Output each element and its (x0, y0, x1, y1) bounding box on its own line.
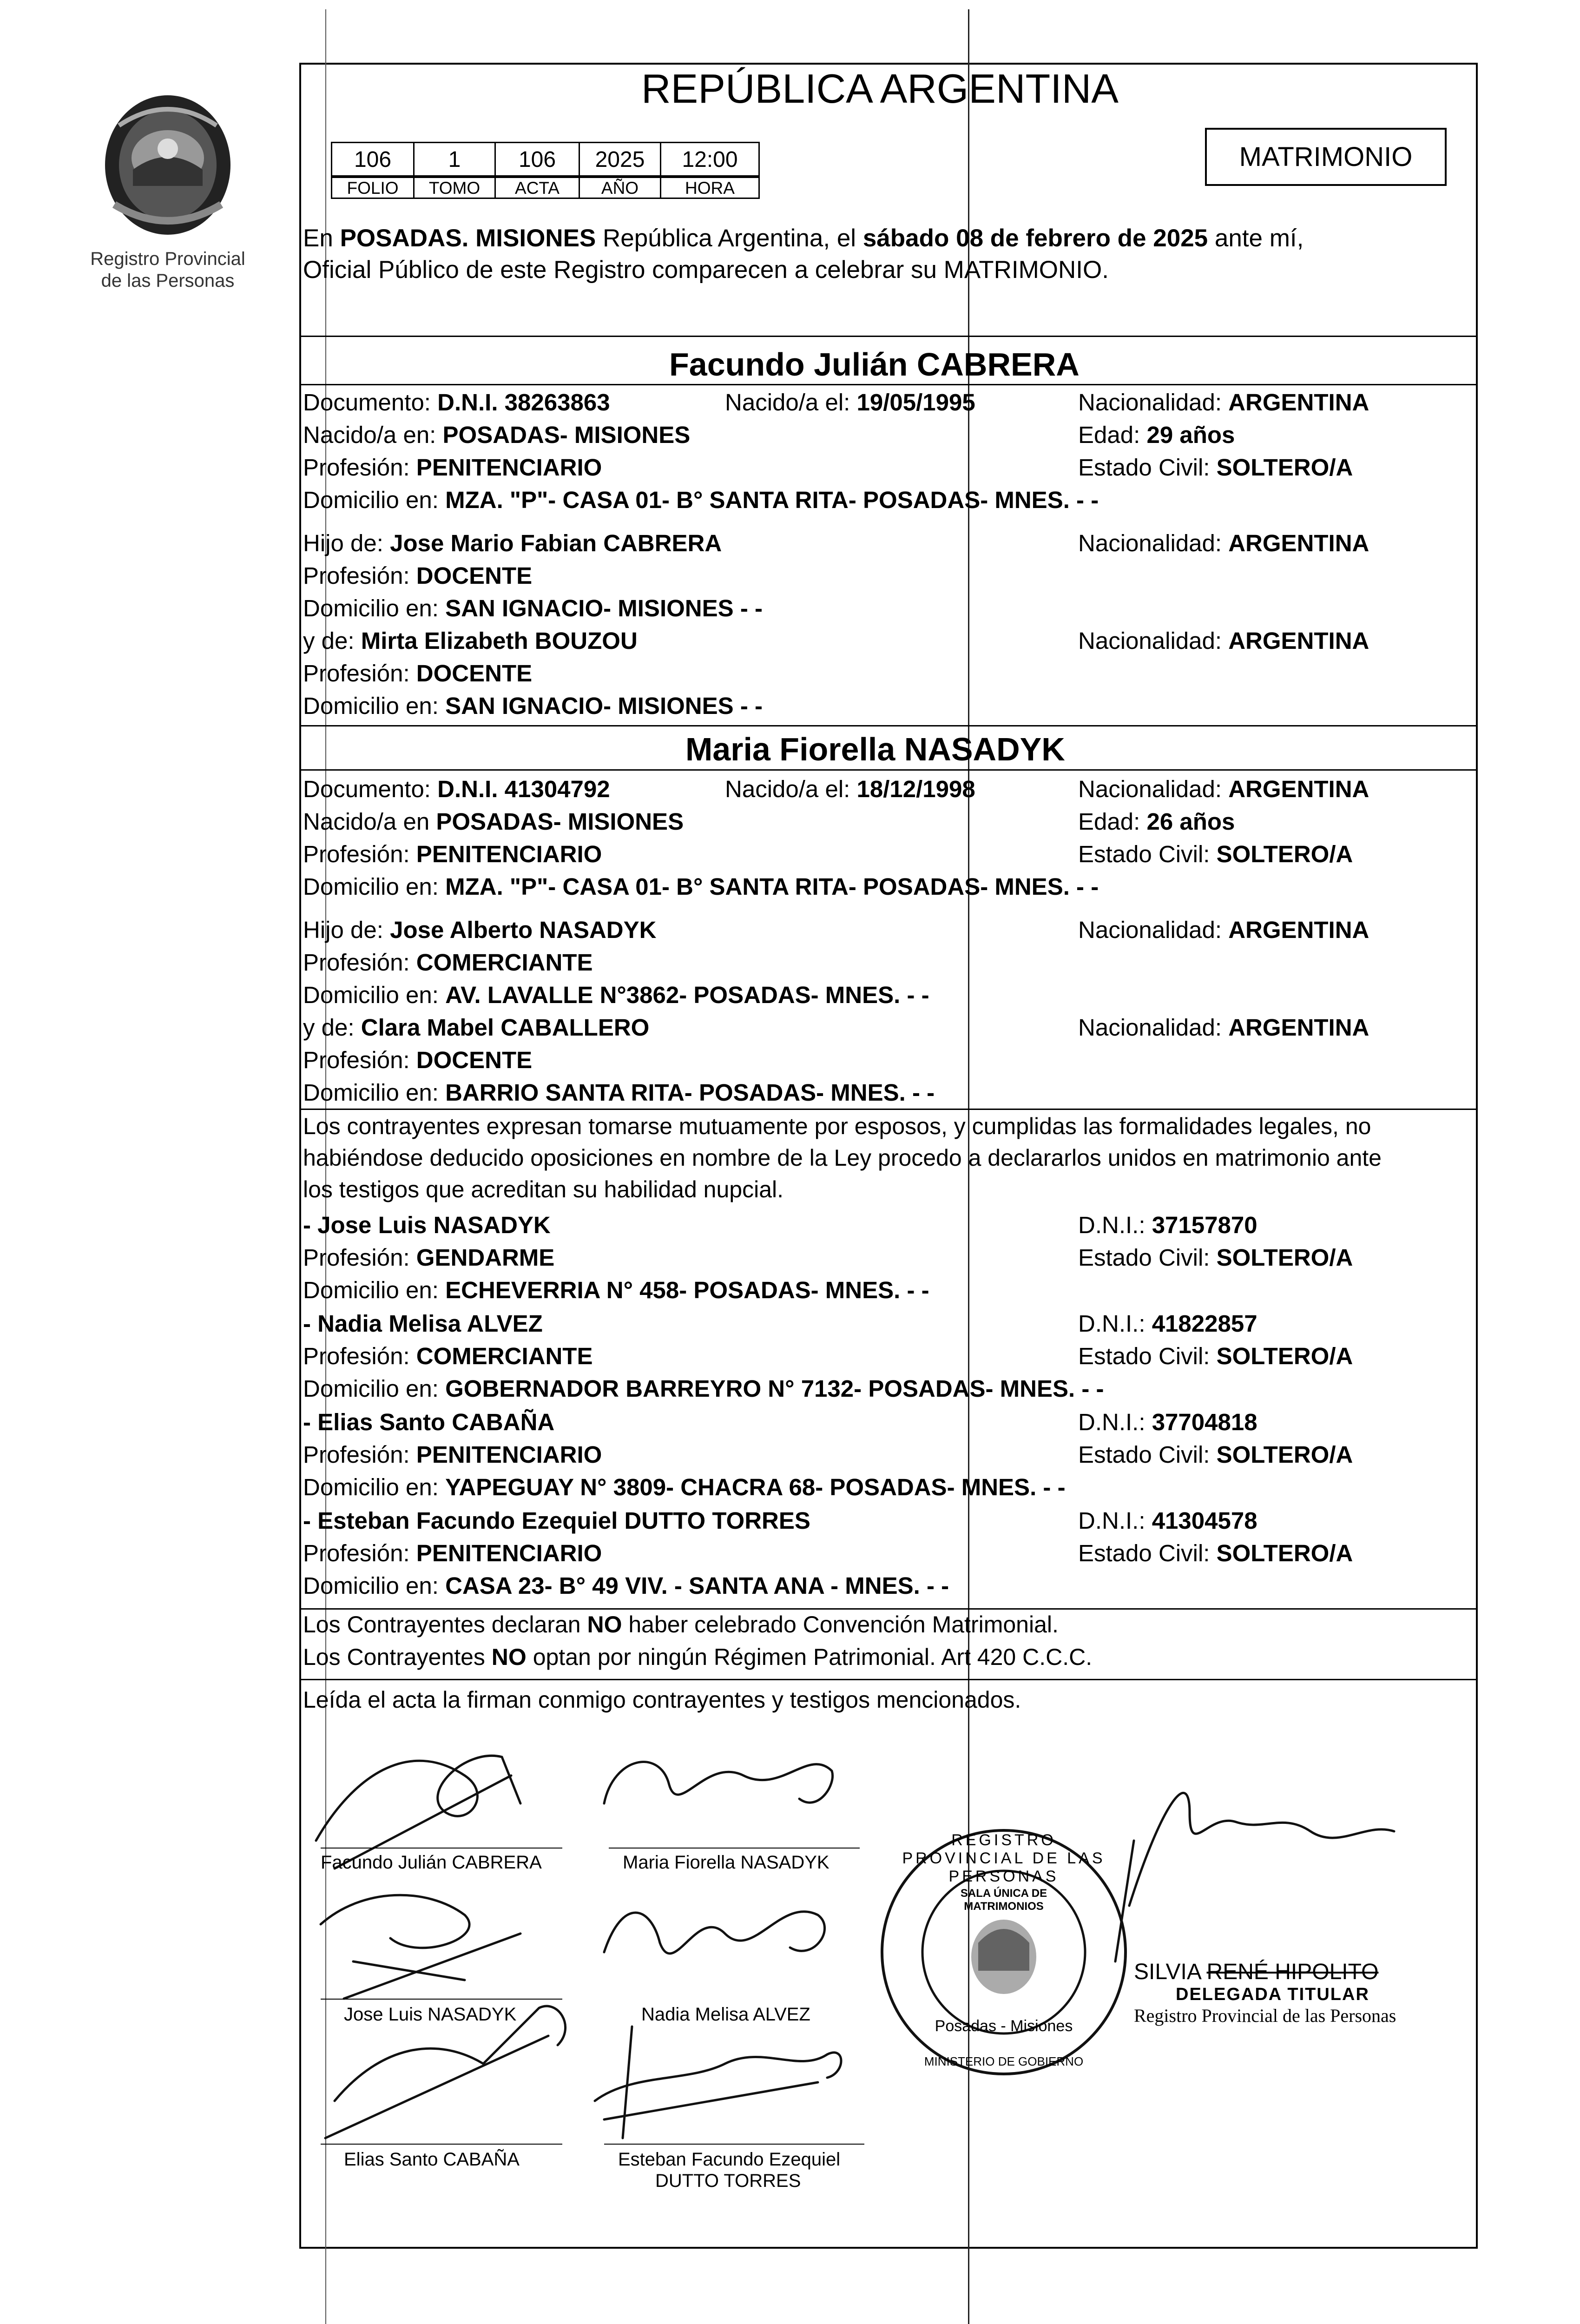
witness-dni: 37157870 (1152, 1212, 1257, 1238)
spouse2-father: Jose Alberto NASADYK (390, 917, 657, 943)
label: Profesión: (303, 949, 416, 976)
label: Profesión: (303, 660, 416, 687)
label: Domicilio en: (303, 1474, 446, 1500)
intro-date: sábado 08 de febrero de 2025 (862, 224, 1208, 252)
intro-text-1: En (303, 224, 340, 252)
emphasis: NO (587, 1611, 622, 1637)
witness-dni-row (1078, 1312, 1257, 1335)
witness-prof: PENITENCIARIO (416, 1441, 602, 1468)
divider-intro (299, 336, 1478, 337)
witness-civil: SOLTERO/A (1216, 1244, 1353, 1271)
hora-label: HORA (660, 177, 760, 199)
seal-ministry-text: MINISTERIO DE GOBIERNO (924, 2054, 1084, 2068)
tomo-label: TOMO (413, 177, 496, 199)
sig-label-witness4a: Esteban Facundo Ezequiel (618, 2149, 841, 2170)
witness-civil-row (1078, 1443, 1353, 1466)
label: Estado Civil: (1078, 1244, 1217, 1271)
sig-line-6 (604, 2144, 864, 2145)
declaration-line1: Los contrayentes expresan tomarse mutuamente por esposos, y cumplidas las formalidades legales, no (303, 1113, 1371, 1139)
text: optan por ningún Régimen Patrimonial. Art 420 C.C.C. (526, 1644, 1093, 1670)
label: Profesión: (303, 1244, 416, 1271)
label: D.N.I.: (1078, 1212, 1152, 1238)
spouse1-father-nat-row (1078, 531, 1369, 555)
witness-civil-row (1078, 1246, 1353, 1269)
label: Hijo de: (303, 530, 390, 556)
spouse1-father-prof: DOCENTE (416, 562, 533, 589)
label: Profesión: (303, 1540, 416, 1566)
witness-dom-row (303, 1475, 1066, 1499)
official-org: Registro Provincial de las Personas (1134, 2005, 1396, 2026)
label: Domicilio en: (303, 487, 446, 513)
seal-bottom-text: Posadas - Misiones (935, 2017, 1073, 2035)
label: Estado Civil: (1078, 1540, 1217, 1566)
label: Edad: (1078, 808, 1147, 835)
spouse1-father-nat: ARGENTINA (1228, 530, 1369, 556)
spouse2-mother-prof-row (303, 1048, 532, 1072)
spouse2-father-nat-row (1078, 918, 1369, 942)
official-title: DELEGADA TITULAR (1176, 1985, 1369, 2004)
witness-name: - Esteban Facundo Ezequiel DUTTO TORRES (303, 1507, 810, 1534)
label: Profesión: (303, 841, 416, 867)
witness-name: - Nadia Melisa ALVEZ (303, 1310, 543, 1337)
label: Documento: (303, 776, 438, 802)
label: Nacionalidad: (1078, 776, 1229, 802)
sig-line-1 (321, 1848, 562, 1849)
spouse2-doc: D.N.I. 41304792 (437, 776, 610, 802)
label: Domicilio en: (303, 1277, 446, 1303)
spouse1-father-prof-row (303, 564, 532, 588)
label: Hijo de: (303, 917, 390, 943)
spouse2-dom-row (303, 875, 1099, 898)
witness-dom-row (303, 1377, 1104, 1400)
official-name (1134, 1959, 1468, 1985)
spouse1-father: Jose Mario Fabian CABRERA (390, 530, 722, 556)
hora-value: 12:00 (660, 142, 760, 177)
witness-name-row (303, 1213, 551, 1237)
witness-dni: 37704818 (1152, 1409, 1257, 1435)
spouse1-mother-dom-row (303, 694, 763, 718)
intro-text-2: República Argentina, el (596, 224, 863, 252)
witness-dom: ECHEVERRIA N° 458- POSADAS- MNES. - - (445, 1277, 929, 1303)
witness-dni-row (1078, 1410, 1257, 1434)
intro-line1 (303, 226, 1304, 251)
spouse1-father-dom-row (303, 596, 763, 620)
label: Estado Civil: (1078, 1441, 1217, 1468)
witness-dni-row (1078, 1509, 1257, 1532)
logo-caption-line2: de las Personas (101, 271, 235, 291)
sig-label-witness4b: DUTTO TORRES (655, 2171, 801, 2191)
witness-dni: 41822857 (1152, 1310, 1257, 1337)
divider-spouse2-top (299, 725, 1478, 726)
divider-declaration (299, 1109, 1478, 1110)
sig-line-2 (609, 1848, 860, 1849)
witness-name: - Jose Luis NASADYK (303, 1212, 551, 1238)
spouse1-mother-row (303, 629, 638, 653)
label: Estado Civil: (1078, 1343, 1217, 1369)
act-type-label: MATRIMONIO (1239, 142, 1413, 172)
witness-dom-row (303, 1278, 929, 1302)
witness-prof-row (303, 1443, 602, 1466)
label: D.N.I.: (1078, 1310, 1152, 1337)
spouse2-father-nat: ARGENTINA (1228, 917, 1369, 943)
spouse2-prof-row (303, 842, 602, 866)
text: Los Contrayentes declaran (303, 1611, 587, 1637)
label: Estado Civil: (1078, 841, 1217, 867)
spouse1-civil: SOLTERO/A (1216, 454, 1353, 481)
label: Nacido/a en: (303, 422, 443, 448)
witness-civil-row (1078, 1541, 1353, 1565)
label: Nacionalidad: (1078, 917, 1229, 943)
witness-civil: SOLTERO/A (1216, 1540, 1353, 1566)
folio-label: FOLIO (331, 177, 415, 199)
label: Domicilio en: (303, 873, 446, 900)
closing-text: Leída el acta la firman conmigo contrayentes y testigos mencionados. (303, 1687, 1021, 1713)
label: Profesión: (303, 454, 416, 481)
sig-label-spouse2: Maria Fiorella NASADYK (623, 1852, 830, 1873)
label: Nacionalidad: (1078, 389, 1229, 416)
spouse2-mother-dom-row (303, 1081, 935, 1104)
spouse1-civil-row (1078, 456, 1353, 479)
witness-dni: 41304578 (1152, 1507, 1257, 1534)
label: Nacido/a el: (725, 389, 857, 416)
anio-label: AÑO (579, 177, 661, 199)
spouse2-born: POSADAS- MISIONES (436, 808, 684, 835)
spouse1-doc: D.N.I. 38263863 (437, 389, 610, 416)
declaration-line3: los testigos que acreditan su habilidad nupcial. (303, 1176, 784, 1202)
spouse2-mother-prof: DOCENTE (416, 1047, 533, 1073)
convention-line2 (303, 1645, 1092, 1669)
anio-value: 2025 (579, 142, 661, 177)
spouse1-birth-row (725, 390, 975, 414)
label: Nacido/a el: (725, 776, 857, 802)
witness-civil-row (1078, 1344, 1353, 1368)
spouse1-born: POSADAS- MISIONES (442, 422, 691, 448)
spouse2-mother: Clara Mabel CABALLERO (361, 1014, 650, 1041)
spouse1-prof-row (303, 456, 602, 479)
witness-dni-row (1078, 1213, 1257, 1237)
spouse1-mother-nat: ARGENTINA (1228, 627, 1369, 654)
divider-closing (299, 1679, 1478, 1680)
spouse1-mother-prof-row (303, 661, 532, 685)
text: haber celebrado Convención Matrimonial. (622, 1611, 1059, 1637)
spouse2-age: 26 años (1146, 808, 1235, 835)
label: Domicilio en: (303, 1375, 446, 1402)
intro-text-3: ante mí, (1208, 224, 1304, 252)
spouse2-mother-nat-row (1078, 1016, 1369, 1039)
witness-dom: CASA 23- B° 49 VIV. - SANTA ANA - MNES. - - (445, 1572, 949, 1599)
witness-prof-row (303, 1541, 602, 1565)
spouse1-mother: Mirta Elizabeth BOUZOU (361, 627, 638, 654)
spouse2-name: Maria Fiorella NASADYK (685, 731, 1065, 767)
label: Profesión: (303, 1047, 416, 1073)
witness-dom: YAPEGUAY N° 3809- CHACRA 68- POSADAS- MNES. - - (445, 1474, 1066, 1500)
witness-prof: PENITENCIARIO (416, 1540, 602, 1566)
spouse2-birth-row (725, 777, 975, 801)
spouse1-name: Facundo Julián CABRERA (669, 346, 1080, 383)
witness-name-row (303, 1410, 554, 1434)
spouse2-doc-row (303, 777, 610, 801)
official-first-name: SILVIA (1134, 1960, 1207, 1984)
label: Profesión: (303, 562, 416, 589)
official-last-name: RENÉ HIPOLITO (1206, 1960, 1379, 1984)
emphasis: NO (491, 1644, 527, 1670)
spouse2-birth: 18/12/1998 (856, 776, 975, 802)
spouse2-father-prof-row (303, 951, 592, 974)
sig-label-witness1: Jose Luis NASADYK (344, 2004, 517, 2025)
sig-label-spouse1: Facundo Julián CABRERA (321, 1852, 542, 1873)
spouse1-dom-row (303, 488, 1099, 512)
witness-prof-row (303, 1246, 554, 1269)
label: y de: (303, 1014, 361, 1041)
witness-dom: GOBERNADOR BARREYRO N° 7132- POSADAS- MNES. - - (445, 1375, 1104, 1402)
tomo-value: 1 (413, 142, 496, 177)
spouse2-nat: ARGENTINA (1228, 776, 1369, 802)
spouse1-age: 29 años (1146, 422, 1235, 448)
spouse1-father-row (303, 531, 722, 555)
label: Profesión: (303, 1343, 416, 1369)
witness-name: - Elias Santo CABAÑA (303, 1409, 555, 1435)
label: Domicilio en: (303, 1572, 446, 1599)
witness-name-row (303, 1509, 810, 1532)
witness-civil: SOLTERO/A (1216, 1441, 1353, 1468)
spouse1-dom: MZA. "P"- CASA 01- B° SANTA RITA- POSADAS- MNES. - - (445, 487, 1099, 513)
intro-place: POSADAS. MISIONES (340, 224, 596, 252)
label: Nacionalidad: (1078, 530, 1229, 556)
spouse2-dom: MZA. "P"- CASA 01- B° SANTA RITA- POSADAS- MNES. - - (445, 873, 1099, 900)
witness-prof-row (303, 1344, 592, 1368)
seal-inner-text: SALA ÚNICA DE MATRIMONIOS (960, 1887, 1047, 1913)
acta-label: ACTA (494, 177, 580, 199)
spouse2-father-dom: AV. LAVALLE N°3862- POSADAS- MNES. - - (445, 982, 929, 1008)
province-shield-icon (86, 88, 249, 242)
spouse2-civil: SOLTERO/A (1216, 841, 1353, 867)
text: Los Contrayentes (303, 1644, 492, 1670)
spouse2-father-dom-row (303, 983, 929, 1007)
spouse1-mother-prof: DOCENTE (416, 660, 533, 687)
spouse2-mother-row (303, 1016, 649, 1039)
official-seal (874, 1822, 1134, 2082)
label: Nacionalidad: (1078, 1014, 1229, 1041)
divider-convention (299, 1608, 1478, 1610)
spouse1-prof: PENITENCIARIO (416, 454, 602, 481)
spouse2-mother-dom: BARRIO SANTA RITA- POSADAS- MNES. - - (445, 1079, 935, 1106)
spouse2-prof: PENITENCIARIO (416, 841, 602, 867)
spouse1-mother-dom: SAN IGNACIO- MISIONES - - (445, 693, 763, 719)
spouse2-age-row (1078, 810, 1235, 833)
acta-value: 106 (494, 142, 580, 177)
folio-value: 106 (331, 142, 415, 177)
spouse2-nat-row (1078, 777, 1369, 801)
witness-prof: GENDARME (416, 1244, 555, 1271)
seal-outer-text: REGISTRO PROVINCIAL DE LAS PERSONAS (902, 1831, 1106, 1885)
witness-dom-row (303, 1574, 949, 1598)
label: Domicilio en: (303, 595, 446, 621)
spouse1-age-row (1078, 423, 1235, 447)
spouse1-born-row (303, 423, 690, 447)
label: Nacido/a en (303, 808, 436, 835)
spouse1-father-dom: SAN IGNACIO- MISIONES - - (445, 595, 763, 621)
sig-label-witness3: Elias Santo CABAÑA (344, 2149, 520, 2170)
label: Domicilio en: (303, 693, 446, 719)
label: Documento: (303, 389, 438, 416)
divider-spouse2 (299, 769, 1478, 771)
sig-label-witness2: Nadia Melisa ALVEZ (641, 2004, 810, 2025)
label: Domicilio en: (303, 1079, 446, 1106)
spouse1-mother-nat-row (1078, 629, 1369, 653)
witness-prof: COMERCIANTE (416, 1343, 593, 1369)
label: D.N.I.: (1078, 1507, 1152, 1534)
sig-line-3 (321, 1999, 562, 2000)
declaration-line2: habiéndose deducido oposiciones en nombre de la Ley procedo a declararlos unidos en matrimonio ante (303, 1145, 1382, 1171)
official-block (1134, 1959, 1468, 2027)
divider-spouse1 (299, 384, 1478, 385)
spouse2-civil-row (1078, 842, 1353, 866)
witness-name-row (303, 1312, 543, 1335)
label: Domicilio en: (303, 982, 446, 1008)
label: Nacionalidad: (1078, 627, 1229, 654)
spouse1-birth: 19/05/1995 (856, 389, 975, 416)
registry-logo (86, 88, 249, 302)
label: D.N.I.: (1078, 1409, 1152, 1435)
spouse2-father-row (303, 918, 656, 942)
spouse2-father-prof: COMERCIANTE (416, 949, 593, 976)
logo-caption-line1: Registro Provincial (90, 249, 245, 269)
spouse1-nat-row (1078, 390, 1369, 414)
witness-civil: SOLTERO/A (1216, 1343, 1353, 1369)
label: Profesión: (303, 1441, 416, 1468)
country-title: REPÚBLICA ARGENTINA (641, 66, 1119, 112)
label: y de: (303, 627, 361, 654)
act-type-badge (1205, 128, 1447, 186)
spouse1-doc-row (303, 390, 610, 414)
convention-line1 (303, 1613, 1059, 1636)
spouse1-nat: ARGENTINA (1228, 389, 1369, 416)
label: Edad: (1078, 422, 1147, 448)
intro-line2: Oficial Público de este Registro comparecen a celebrar su MATRIMONIO. (303, 256, 1109, 284)
label: Estado Civil: (1078, 454, 1217, 481)
spouse2-mother-nat: ARGENTINA (1228, 1014, 1369, 1041)
spouse2-born-row (303, 810, 684, 833)
sig-line-5 (321, 2144, 562, 2145)
